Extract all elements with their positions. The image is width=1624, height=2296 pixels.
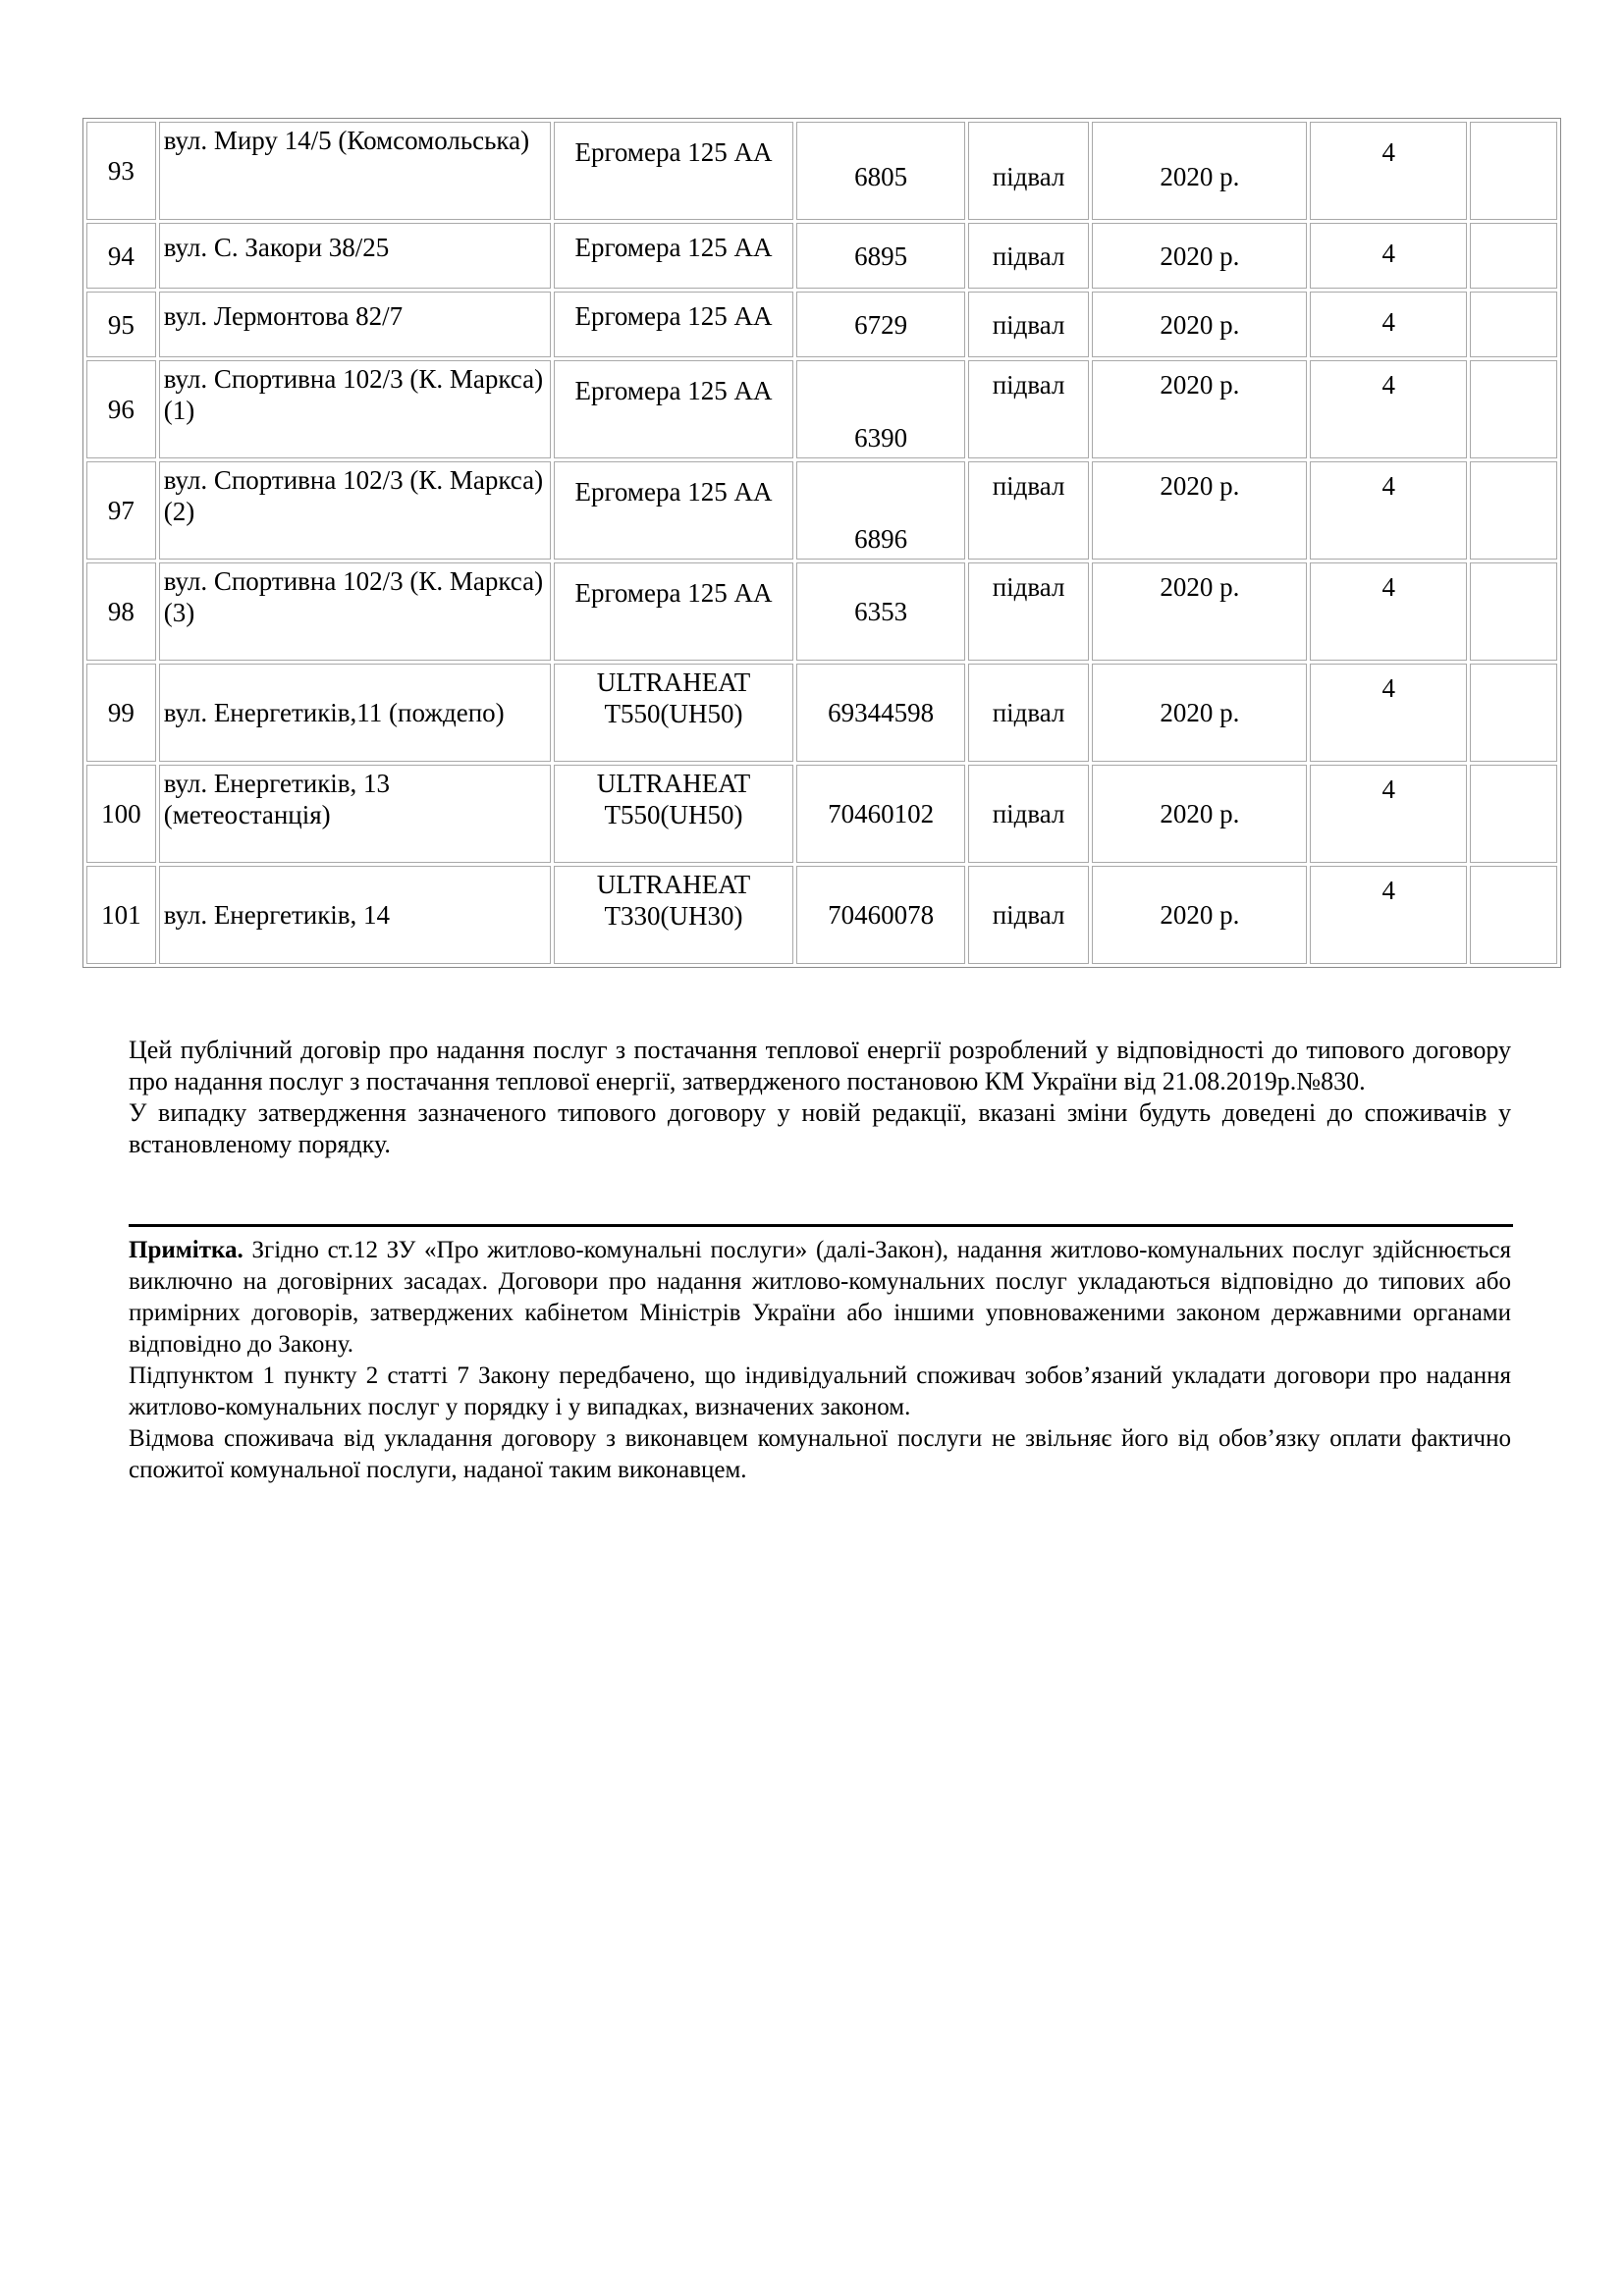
meters-table [82, 118, 1561, 968]
address-cell: вул. Миру 14/5 (Комсомольська) [159, 122, 551, 220]
meter-type-line1: ULTRAHEAT [596, 667, 751, 697]
divider-line [129, 1224, 1513, 1227]
address-cell: вул. Спортивна 102/3 (К. Маркса) (3) [159, 562, 551, 661]
contract-notice [129, 1035, 1511, 1160]
location-cell: підвал [968, 122, 1089, 220]
year-cell: 2020 р. [1092, 461, 1307, 560]
row-number: 93 [86, 122, 156, 220]
table-row [86, 461, 1557, 560]
meter-type-line1: ULTRAHEAT [596, 870, 751, 899]
row-number: 100 [86, 765, 156, 863]
year-cell: 2020 р. [1092, 122, 1307, 220]
empty-cell [1470, 866, 1557, 964]
row-number: 95 [86, 292, 156, 357]
table-row [86, 664, 1557, 762]
year-cell: 2020 р. [1092, 866, 1307, 964]
location-cell: підвал [968, 765, 1089, 863]
location-cell: підвал [968, 292, 1089, 357]
notice-paragraph: У випадку затвердження зазначеного типового договору у новій редакції, вказані зміни будуть доведені до споживачів у встановленому порядку. [129, 1098, 1511, 1158]
meter-type-cell: Ергомера 125 АА [554, 461, 793, 560]
serial-cell: 6805 [796, 122, 965, 220]
meter-type-cell: Ергомера 125 АА [554, 562, 793, 661]
row-number: 101 [86, 866, 156, 964]
note-paragraph [129, 1235, 1511, 1361]
note-text: Згідно ст.12 ЗУ «Про житлово-комунальні послуги» (далі-Закон), надання житлово-комунальних послуг здійснюється виключно на договірних засадах. Договори про надання житлово-комунальних послуг укладаються відповідно до типових або примірних договорів, затверджених кабінетом Міністрів України або іншими уповноваженими законом державними органами відповідно до Закону. [129, 1237, 1511, 1358]
location-cell: підвал [968, 461, 1089, 560]
period-cell: 4 [1310, 292, 1467, 357]
period-cell: 4 [1310, 765, 1467, 863]
year-cell: 2020 р. [1092, 664, 1307, 762]
year-cell: 2020 р. [1092, 292, 1307, 357]
meter-type-cell: Ергомера 125 АА [554, 292, 793, 357]
location-cell: підвал [968, 562, 1089, 661]
address-cell: вул. Спортивна 102/3 (К. Маркса) (2) [159, 461, 551, 560]
period-cell: 4 [1310, 360, 1467, 458]
table-row [86, 866, 1557, 964]
empty-cell [1470, 664, 1557, 762]
location-cell: підвал [968, 360, 1089, 458]
period-cell: 4 [1310, 866, 1467, 964]
serial-cell: 6896 [796, 461, 965, 560]
location-cell: підвал [968, 223, 1089, 289]
address-cell: вул. Енергетиків,11 (пождепо) [159, 664, 551, 762]
serial-cell: 70460078 [796, 866, 965, 964]
year-cell: 2020 р. [1092, 562, 1307, 661]
serial-cell: 6353 [796, 562, 965, 661]
meter-type-cell [554, 765, 793, 863]
row-number: 99 [86, 664, 156, 762]
location-cell: підвал [968, 866, 1089, 964]
meter-type-cell [554, 866, 793, 964]
meter-type-cell [554, 664, 793, 762]
empty-cell [1470, 292, 1557, 357]
serial-cell: 69344598 [796, 664, 965, 762]
period-cell: 4 [1310, 122, 1467, 220]
table-row [86, 562, 1557, 661]
table-row [86, 765, 1557, 863]
table-row [86, 292, 1557, 357]
note-paragraph: Відмова споживача від укладання договору з виконавцем комунальної послуги не звільняє його від обов’язку оплати фактично спожитої комунальної послуги, наданої таким виконавцем. [129, 1425, 1511, 1483]
notice-paragraph: Цей публічний договір про надання послуг з постачання теплової енергії розроблений у відповідності до типового договору про надання послуг з постачання теплової енергії, затвердженого постановою КМ України від 21.08.2019р.№830. [129, 1036, 1511, 1095]
meter-type-line2: T330(UH30) [604, 901, 743, 931]
year-cell: 2020 р. [1092, 360, 1307, 458]
address-cell: вул. Лермонтова 82/7 [159, 292, 551, 357]
note-block [129, 1235, 1511, 1486]
note-label: Примітка. [129, 1237, 244, 1263]
row-number: 94 [86, 223, 156, 289]
meter-type-cell: Ергомера 125 АА [554, 223, 793, 289]
empty-cell [1470, 562, 1557, 661]
year-cell: 2020 р. [1092, 223, 1307, 289]
table-row [86, 122, 1557, 220]
address-cell: вул. С. Закори 38/25 [159, 223, 551, 289]
meter-type-line1: ULTRAHEAT [596, 769, 751, 798]
period-cell: 4 [1310, 461, 1467, 560]
empty-cell [1470, 765, 1557, 863]
serial-cell: 6895 [796, 223, 965, 289]
row-number: 96 [86, 360, 156, 458]
empty-cell [1470, 122, 1557, 220]
year-cell: 2020 р. [1092, 765, 1307, 863]
table-row [86, 360, 1557, 458]
note-paragraph: Підпунктом 1 пункту 2 статті 7 Закону передбачено, що індивідуальний споживач зобов’язаний укладати договори про надання житлово-комунальних послуг у порядку і у випадках, визначених законом. [129, 1362, 1511, 1420]
meter-type-cell: Ергомера 125 АА [554, 360, 793, 458]
period-cell: 4 [1310, 562, 1467, 661]
period-cell: 4 [1310, 664, 1467, 762]
meters-table-wrap [82, 118, 1561, 968]
serial-cell: 6390 [796, 360, 965, 458]
period-cell: 4 [1310, 223, 1467, 289]
meter-type-line2: T550(UH50) [604, 800, 743, 829]
empty-cell [1470, 360, 1557, 458]
table-row [86, 223, 1557, 289]
address-cell: вул. Енергетиків, 13 (метеостанція) [159, 765, 551, 863]
serial-cell: 70460102 [796, 765, 965, 863]
address-cell: вул. Енергетиків, 14 [159, 866, 551, 964]
row-number: 97 [86, 461, 156, 560]
meter-type-cell: Ергомера 125 АА [554, 122, 793, 220]
empty-cell [1470, 223, 1557, 289]
empty-cell [1470, 461, 1557, 560]
serial-cell: 6729 [796, 292, 965, 357]
row-number: 98 [86, 562, 156, 661]
meter-type-line2: T550(UH50) [604, 699, 743, 728]
address-cell: вул. Спортивна 102/3 (К. Маркса) (1) [159, 360, 551, 458]
location-cell: підвал [968, 664, 1089, 762]
